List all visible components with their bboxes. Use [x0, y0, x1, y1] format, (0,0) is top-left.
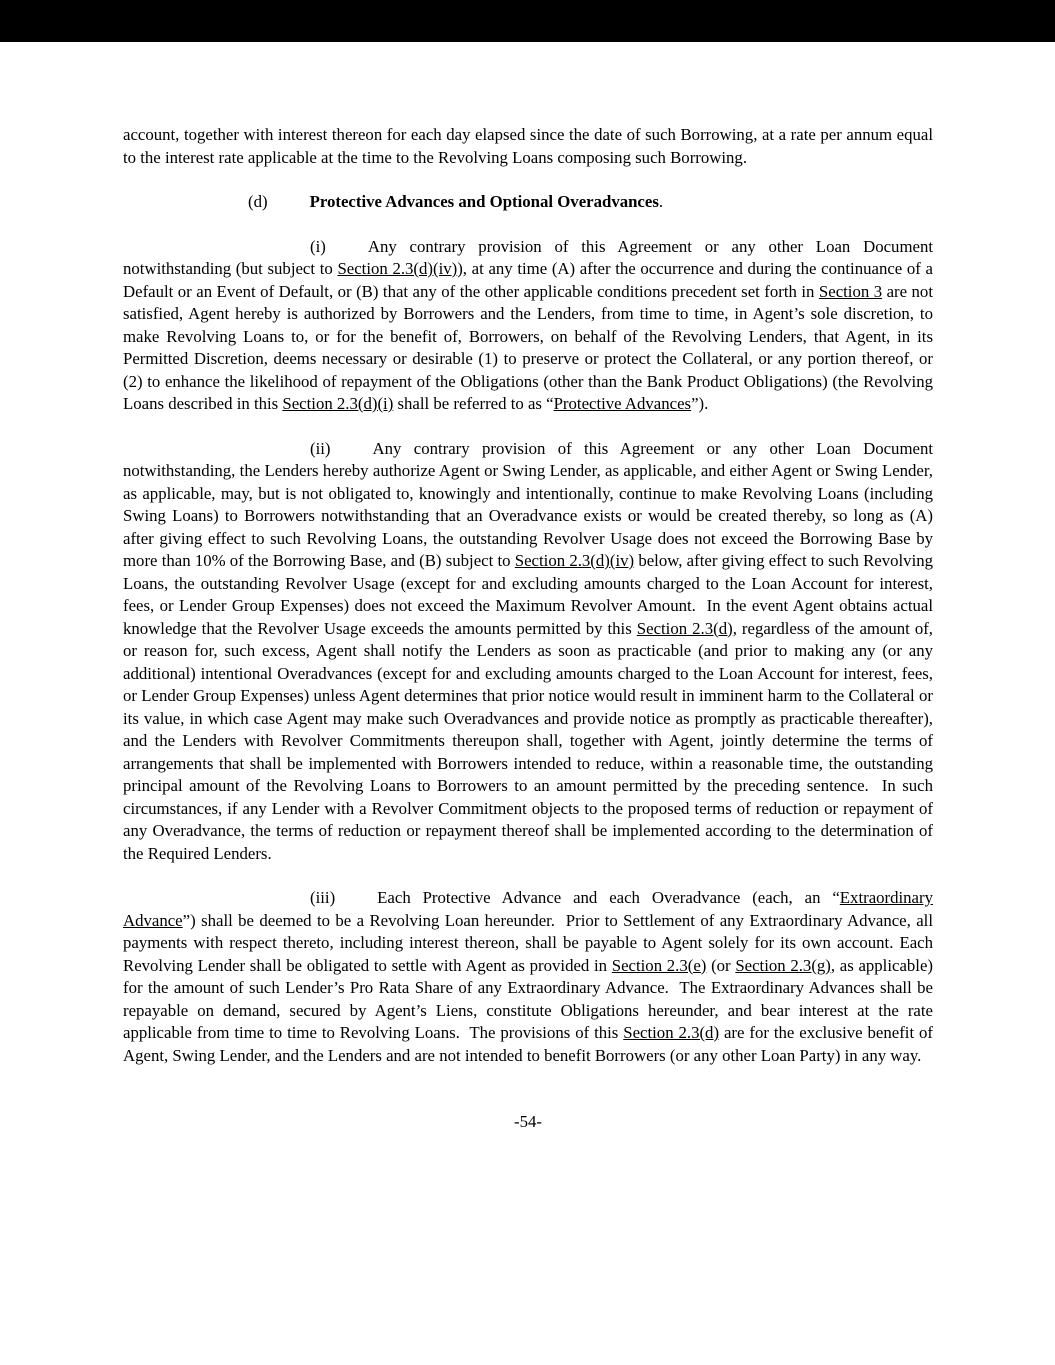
- text-run: ”) shall be deemed to be a Revolving Loan hereunder. Prior to Settlement of any Extraordinary Advance, all payments with respect thereto, including interest thereon, shall be payable to Agent solely for its own account. Each Revolving Lender shall be obligated to settle with Agent as provided in: [123, 910, 933, 975]
- text-run: (iii): [310, 888, 336, 907]
- text-run: are for the exclusive benefit of Agent, Swing Lender, and the Lenders and are not intended to benefit Borrowers (or any other Loan Party) in any way.: [123, 1023, 934, 1065]
- text-run: , as applicable) for the amount of such Lender’s Pro Rata Share of any Extraordinary Advance. The Extraordinary Advances shall be repayable on demand, secured by Agent’s Liens, constitute Obligations hereunder, and bear interest at the rate applicable from time to time to Revolving Loans. The provisions of this: [123, 955, 933, 1042]
- heading-protective-advances: [123, 191, 933, 214]
- underlined-reference: Section 3: [818, 281, 883, 301]
- clause-i: [123, 236, 933, 416]
- text-run: Any contrary provision of this Agreement or any other Loan Document notwithstanding (but subject to: [123, 236, 933, 278]
- text-run: (or: [706, 955, 736, 975]
- text-run: shall be referred to as “: [393, 394, 554, 413]
- document-page: [123, 42, 933, 1134]
- underlined-reference: Section 2.3(g): [735, 955, 831, 975]
- text-run: are not satisfied, Agent hereby is authorized by Borrowers and the Lenders, from time to time, in Agent’s sole discretion, to make Revolving Loans to, or for the benefit of, Borrowers, on behalf of the Revolving Lenders, that Agent, in its Permitted Discretion, deems necessary or desirable (1) to preserve or protect the Collateral, or any portion thereof, or (2) to enhance the likelihood of repayment of the Obligations (other than the Bank Product Obligations) (the Revolving Loans described in this: [123, 281, 933, 413]
- text-run: (i): [310, 236, 326, 256]
- text-run: (d): [248, 192, 268, 211]
- text-run: account, together with interest thereon for each day elapsed since the date of such Borrowing, at a rate per annum equal to the interest rate applicable at the time to the Revolving Loans composing such Borrowing.: [123, 125, 933, 167]
- underlined-reference: Protective Advances: [553, 394, 692, 413]
- text-run: below, after giving effect to such Revolving Loans, the outstanding Revolver Usage (except for and excluding amounts charged to the Loan Account for interest, fees, or Lender Group Expenses) does not exceed the Maximum Revolver Amount. In the event Agent obtains actual knowledge that the Revolver Usage exceeds the amounts permitted by this: [123, 551, 934, 638]
- top-bar: [0, 0, 1055, 42]
- text-run: Each Protective Advance and each Overadvance (each, an “: [377, 888, 840, 907]
- underlined-reference: Section 2.3(d)(iv): [514, 551, 635, 570]
- underlined-reference: Section 2.3(d)(iv): [337, 259, 458, 278]
- underlined-reference: Section 2.3(d): [623, 1023, 720, 1042]
- underlined-reference: Section 2.3(e): [611, 955, 707, 975]
- text-run: Protective Advances and Optional Overadvances: [309, 192, 659, 211]
- underlined-reference: Section 2.3(d): [636, 618, 733, 638]
- clause-ii: [123, 438, 933, 866]
- text-run: , regardless of the amount of, or reason for, such excess, Agent shall notify the Lenders as soon as practicable (and prior to making any (or any additional) intentional Overadvances (except for and excluding amounts charged to the Loan Account for interest, fees, or Lender Group Expenses) unless Agent determines that prior notice would result in imminent harm to the Collateral or its value, in which case Agent may make such Overadvances and provide notice as promptly as practicable thereafter), and the Lenders with Revolver Commitments thereupon shall, together with Agent, jointly determine the terms of arrangements that shall be implemented with Borrowers intended to reduce, within a reasonable time, the outstanding principal amount of the Revolving Loans to Borrowers to an amount permitted by the preceding sentence. In such circumstances, if any Lender with a Revolver Commitment objects to the proposed terms of reduction or repayment of any Overadvance, the terms of reduction or repayment thereof shall be implemented according to the determination of the Required Lenders.: [123, 618, 933, 863]
- text-run: .: [658, 192, 664, 211]
- clause-iii: [123, 887, 933, 1067]
- underlined-reference: Extraordinary Advance: [123, 888, 933, 930]
- text-run: ), at any time (A) after the occurrence and during the continuance of a Default or an Event of Default, or (B) that any of the other applicable conditions precedent set forth in: [123, 259, 934, 301]
- text-run: (ii): [310, 438, 331, 458]
- text-run: ”).: [691, 394, 709, 413]
- underlined-reference: Section 2.3(d)(i): [282, 394, 394, 413]
- intro-paragraph: [123, 124, 933, 169]
- page-number: -54-: [514, 1112, 542, 1131]
- text-run: Any contrary provision of this Agreement or any other Loan Document notwithstanding, the Lenders hereby authorize Agent or Swing Lender, as applicable, and either Agent or Swing Lender, as applicable, may, but is not obligated to, knowingly and intentionally, continue to make Revolving Loans (including Swing Loans) to Borrowers notwithstanding that an Overadvance exists or would be created thereby, so long as (A) after giving effect to such Revolving Loans, the outstanding Revolver Usage does not exceed the Borrowing Base by more than 10% of the Borrowing Base, and (B) subject to: [123, 438, 933, 570]
